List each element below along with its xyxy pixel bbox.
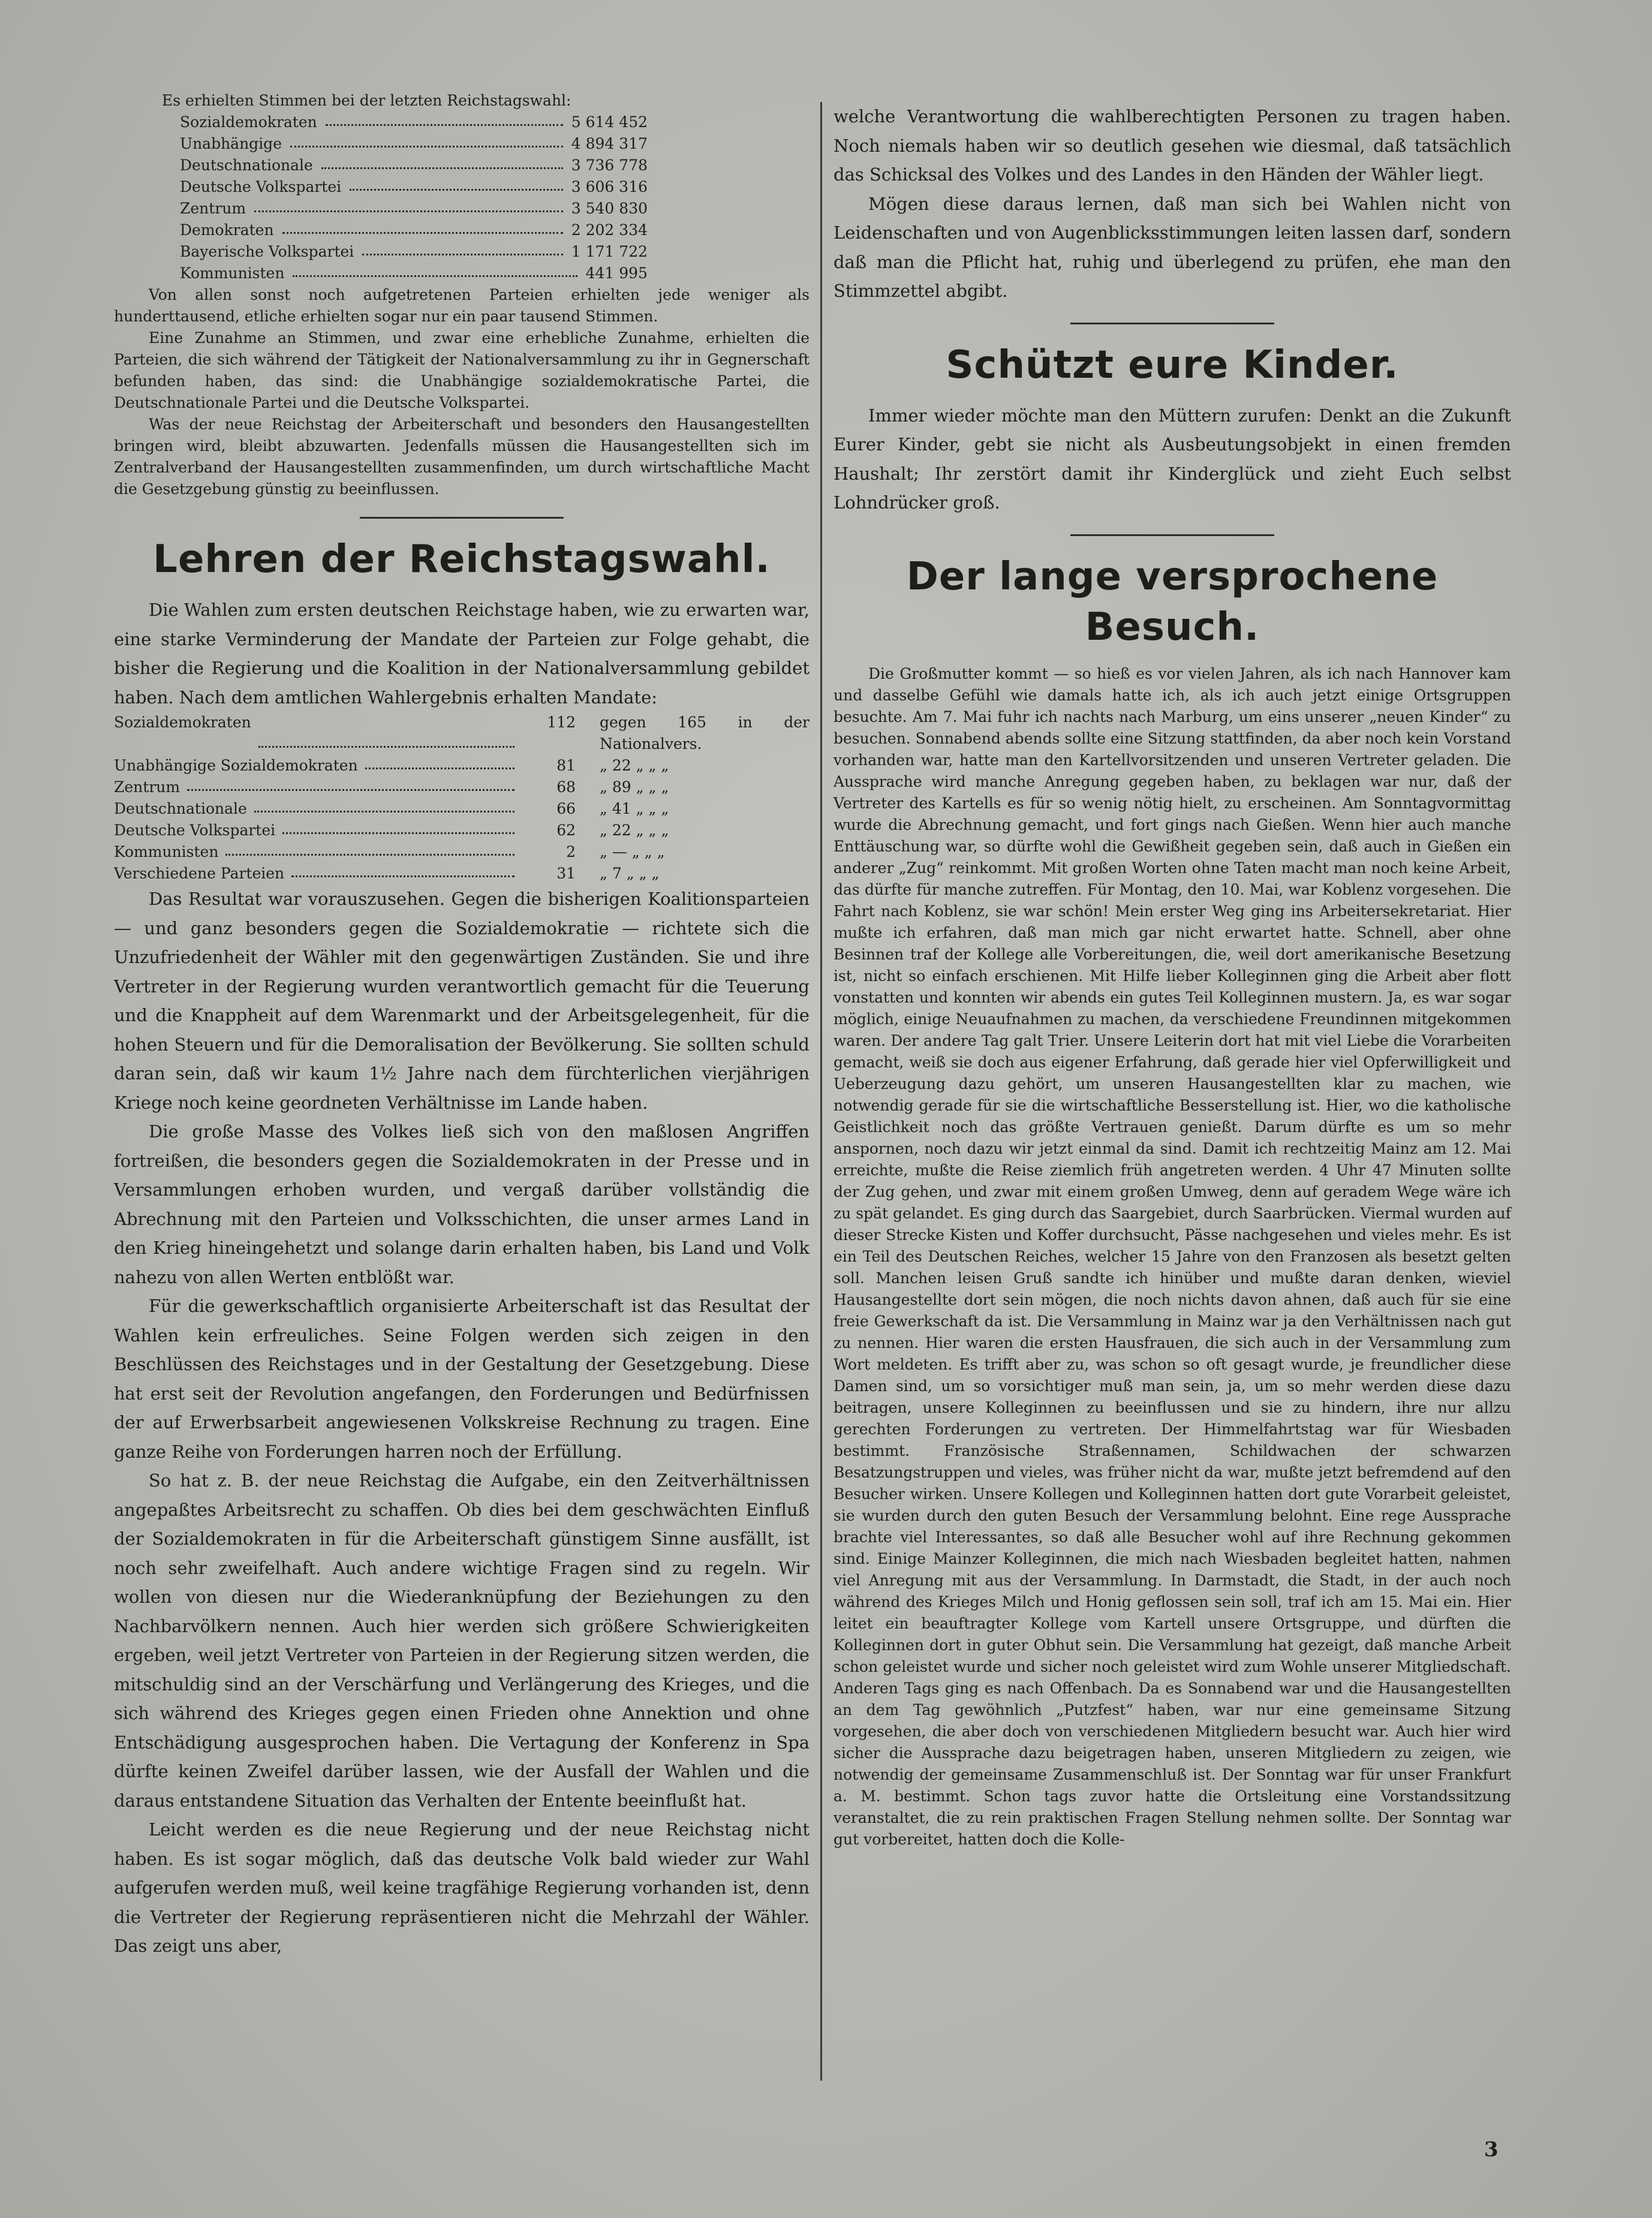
mandates-table: [114, 712, 810, 884]
article-heading: Schützt eure Kinder.: [946, 342, 1399, 387]
vote-party: Unabhängige: [180, 135, 282, 152]
leader-dots: [290, 133, 563, 148]
leader-dots: [293, 263, 577, 277]
vote-party: Bayerische Volkspartei: [180, 243, 354, 260]
divider: [1070, 323, 1274, 324]
mandate-party-cell: [114, 712, 522, 755]
vote-row: [180, 133, 648, 155]
article-heading: Der lange versprochene Besuch.: [906, 554, 1439, 649]
mandate-party-cell: [114, 863, 522, 884]
mandate-count: 62: [556, 821, 576, 839]
mandate-party-cell: [114, 820, 522, 841]
leader-dots: [187, 777, 514, 791]
mandate-count: 68: [556, 778, 576, 796]
paragraph: Das Resultat war vorauszusehen. Gegen die bisherigen Koalitionsparteien — und ganz besonders gegen die Sozialdemokratie — richtete sich die Unzufriedenheit der Wähler mit den gegenwärtigen Zuständen. Sie und ihre Vertreter in der Regierung wurden verantwortlich gemacht für die Teuerung und die Knappheit auf dem Warenmarkt und der Arbeitsgelegenheit, für die hohen Steuern und für die Demoralisation der Bevölkerung. Sie sollten schuld daran sein, daß wir kaum 1½ Jahre nach dem fürchterlichen vierjährigen Kriege noch keine geordneten Verhältnisse im Lande haben.: [114, 889, 810, 1113]
mandate-count: 81: [556, 757, 576, 774]
vote-row: [180, 176, 648, 198]
vote-row: [180, 112, 648, 133]
paragraph: Mögen diese daraus lernen, daß man sich bei Wahlen nicht von Leidenschaften und von Augenblicksstimmungen leiten lassen darf, sondern daß man die Pflicht hat, ruhig und überlegend zu prüfen, ehe man den Stimmzettel abgibt.: [833, 193, 1511, 301]
leader-dots: [254, 798, 514, 812]
column-rule: [820, 102, 822, 2081]
vote-party: Deutschnationale: [180, 157, 313, 174]
paragraph: Was der neue Reichstag der Arbeiterschaft und besonders den Hausangestellten bringen wird, bleibt abzuwarten. Jedenfalls müssen die Hausangestellten sich im Zentralverband der Hausangestellten zusammenfinden, um durch wirtschaftliche Macht die Gesetzgebung günstig zu beeinflussen.: [114, 416, 810, 498]
mandate-row: [114, 798, 810, 820]
leader-dots: [258, 712, 514, 748]
mandate-row: [114, 820, 810, 841]
mandate-row: [114, 863, 810, 884]
paragraph: Leicht werden es die neue Regierung und der neue Reichstag nicht haben. Es ist sogar möglich, daß das deutsche Volk bald wieder zur Wahl aufgerufen werden muß, weil keine tragfähige Regierung vorhanden ist, denn die Vertreter der Regierung repräsentieren nicht die Mehrzahl der Wähler. Das zeigt uns aber,: [114, 1819, 810, 1956]
mandate-comparison: „ 41 „ „ „: [600, 800, 669, 817]
vote-count: 2 202 334: [571, 221, 648, 239]
mandate-party: Unabhängige Sozialdemokraten: [114, 757, 358, 774]
mandate-comparison: „ 89 „ „ „: [600, 778, 669, 796]
leader-dots: [282, 820, 514, 834]
vote-party: Zentrum: [180, 200, 246, 217]
mandate-party-cell: [114, 798, 522, 820]
mandate-comparison: „ 7 „ „ „: [600, 865, 660, 882]
mandate-party: Kommunisten: [114, 843, 219, 860]
mandate-row: [114, 755, 810, 777]
paragraph: So hat z. B. der neue Reichstag die Aufgabe, ein den Zeitverhältnissen angepaßtes Arbeitsrecht zu schaffen. Ob dies bei dem geschwächten Einfluß der Sozialdemokraten in für die Arbeiterschaft günstigem Sinne ausfällt, ist noch sehr zweifelhaft. Auch andere wichtige Fragen sind zu regeln. Wir wollen von diesen nur die Wiederanknüpfung der Beziehungen zu den Nachbarvölkern nennen. Auch hier werden sich größere Schwierigkeiten ergeben, weil jetzt Vertreter von Parteien in der Regierung sitzen werden, die mitschuldig sind an der Verschärfung und Verlängerung des Krieges, und die sich während des Krieges gegen einen Frieden ohne Annektion und ohne Entschädigung ausgesprochen haben. Die Vertagung der Konferenz in Spa dürfte keinen Zweifel darüber lassen, wie der Ausfall der Wahlen und die daraus entstandene Situation das Verhalten der Entente beeinflußt hat.: [114, 1470, 810, 1811]
divider: [1070, 534, 1274, 536]
mandate-count: 2: [566, 843, 576, 860]
paragraph: Die Großmutter kommt — so hieß es vor vielen Jahren, als ich nach Hannover kam und dasselbe Gefühl wie damals hatte ich, als ich auch jetzt einige Ortsgruppen besuchte. Am 7. Mai fuhr ich nachts nach Marburg, um eins unserer „neuen Kinder“ zu besuchen. Sonnabend abends sollte eine Sitzung stattfinden, da aber noch kein Vorstand vorhanden war, hatte man den Kartellvorsitzenden und unseren Vertreter geladen. Die Aussprache wird manche Anregung gegeben haben, zu beklagen war nur, daß der Vertreter des Kartells es für so wenig nötig hielt, zu erscheinen. Am Sonntagvormittag wurde die Abrechnung gemacht, und fort gings nach Gießen. Wenn hier auch manche Enttäuschung war, so dürfte wohl die Gewißheit gegeben sein, daß auch in Gießen ein anderer „Zug“ reinkommt. Mit großen Worten ohne Taten macht man noch keine Arbeit, das dürfte für manche zutreffen. Für Montag, den 10. Mai, war Koblenz vorgesehen. Die Fahrt nach Koblenz, sie war schön! Mein erster Weg ging ins Arbeitersekretariat. Hier mußte ich erfahren, daß man mich gar nicht erwartet hatte. Schnell, aber ohne Besinnen traf der Kollege alle Vorbereitungen, die, weil dort amerikanische Besetzung ist, nicht so einfach erschienen. Mit Hilfe lieber Kolleginnen ging die Arbeit aber flott vonstatten und konnten wir abends ein gutes Teil Kolleginnen mustern. Ja, es war sogar möglich, einige Neuaufnahmen zu machen, da verschiedene Freundinnen mitgekommen waren. Der andere Tag galt Trier. Unsere Leiterin dort hat mit viel Liebe die Vorarbeiten gemacht, weiß sie doch aus eigener Erfahrung, daß gerade hier viel Opferwilligkeit und Ueberzeugung dazu gehört, um unseren Hausangestellten klar zu machen, wie notwendig gerade für sie die wirtschaftliche Besserstellung ist. Hier, wo die katholische Geistlichkeit noch das größte Vertrauen genießt. Darum dürfte es um so mehr anspornen, noch dazu wir jetzt einmal da sind. Damit ich rechtzeitig Mainz am 12. Mai erreichte, mußte die Reise ziemlich früh angetreten werden. 4 Uhr 47 Minuten sollte der Zug gehen, und zwar mit einem großen Umweg, denn auf geradem Wege wäre ich zu spät gelandet. Es ging durch das Saargebiet, durch Saarbrücken. Viermal wurden auf dieser Strecke Kisten und Koffer durchsucht, Pässe nachgesehen und vieles mehr. Es ist ein Teil des Deutschen Reiches, welcher 15 Jahre von den Franzosen als besetzt gelten soll. Manchen leisen Gruß sandte ich hinüber und mußte daran denken, wieviel Hausangestellte dort sein mögen, die noch nichts davon ahnen, daß auch für sie eine freie Gewerkschaft da ist. Die Versammlung in Mainz war ja den Verhältnissen nach gut zu nennen. Hier waren die ersten Hausfrauen, die sich auch in der Versammlung zum Wort meldeten. Es trifft aber zu, was schon so oft gesagt wurde, je freundlicher diese Damen sind, um so vorsichtiger muß man sein, ja, um so mehr werden diese dazu beitragen, unsere Kolleginnen zu beeinflussen und sie zu hindern, ihre nur allzu gerechten Forderungen zu vertreten. Der Himmelfahrtstag war für Wiesbaden bestimmt. Französische Straßennamen, Schildwachen der schwarzen Besatzungstruppen und vieles, was früher nicht da war, mußte jetzt befremdend auf den Besucher wirken. Unsere Kollegen und Kolleginnen hatten dort gute Vorarbeit geleistet, sie wurden durch den guten Besuch der Versammlung belohnt. Eine rege Aussprache brachte viel Interessantes, so daß alle Besucher wohl auf ihre Rechnung gekommen sind. Einige Mainzer Kolleginnen, die mich nach Wiesbaden begleitet hatten, nahmen viel Anregung mit aus der Versammlung. In Darmstadt, die Stadt, in der auch noch während des Krieges Milch und Honig geflossen sein soll, traf ich am 15. Mai ein. Hier leitet ein beauftragter Kollege vom Kartell unsere Ortsgruppe, und dürften die Kolleginnen dort in guter Obhut sein. Die Versammlung hat gezeigt, daß manche Arbeit schon geleistet wurde und sicher noch geleistet wird zum Wohle unserer Mitgliedschaft. Anderen Tags ging es nach Offenbach. Da es Sonnabend war und die Hausangestellten an dem Tag gewöhnlich „Putzfest“ haben, war nur eine gemeinsame Sitzung vorgesehen, die aber doch von verschiedenen Mitgliedern besucht war. Auch hier wird sicher die Aussprache dazu beigetragen haben, unseren Mitgliedern zu zeigen, wie notwendig der gemeinsame Zusammenschluß ist. Der Sonntag war für unser Frankfurt a. M. bestimmt. Schon tags zuvor hatte die Ortsleitung eine Vorstandssitzung veranstaltet, die zu rein praktischen Fragen Stellung nehmen sollte. Der Sonntag war gut vorbereitet, hatten doch die Kolle-: [833, 664, 1511, 1848]
mandate-count: 66: [556, 800, 576, 817]
vote-row: [180, 219, 648, 241]
left-column: [114, 90, 810, 1961]
mandate-row: [114, 712, 810, 755]
vote-count: 1 171 722: [571, 243, 648, 260]
leader-dots: [225, 841, 514, 856]
leader-dots: [282, 219, 563, 234]
leader-dots: [291, 863, 514, 877]
vote-count: 5 614 452: [571, 113, 648, 131]
mandate-comparison: „ 22 „ „ „: [600, 821, 669, 839]
leader-dots: [326, 112, 563, 126]
vote-row: [180, 263, 648, 284]
mandate-count: 112: [547, 714, 576, 731]
paragraph: Für die gewerkschaftlich organisierte Arbeiterschaft ist das Resultat der Wahlen kein erfreuliches. Seine Folgen werden sich zeigen in den Beschlüssen des Reichstages und in der Gestaltung der Gesetzgebung. Diese hat erst seit der Revolution angefangen, den Forderungen und Bedürfnissen der auf Erwerbsarbeit angewiesenen Volkskreise Rechnung zu tragen. Eine ganze Reihe von Forderungen harren noch der Erfüllung.: [114, 1296, 810, 1462]
paragraph: Eine Zunahme an Stimmen, und zwar eine erhebliche Zunahme, erhielten die Parteien, die sich während der Tätigkeit der Nationalversammlung zu ihr in Gegnerschaft befunden haben, das sind: die Unabhängige sozialdemokratische Partei, die Deutschnationale Partei und die Deutsche Volkspartei.: [114, 329, 810, 411]
paragraph: welche Verantwortung die wahlberechtigten Personen zu tragen haben. Noch niemals haben wir so deutlich gesehen wie diesmal, daß tatsächlich das Schicksal des Volkes und des Landes in den Händen der Wähler liegt.: [833, 106, 1511, 185]
votes-table: [180, 112, 648, 284]
vote-party: Demokraten: [180, 221, 274, 239]
leader-dots: [365, 755, 514, 769]
paragraph: Die Wahlen zum ersten deutschen Reichstage haben, wie zu erwarten war, eine starke Verminderung der Mandate der Parteien zur Folge gehabt, die bisher die Regierung und die Koalition in der Nationalversammlung gebildet haben. Nach dem amtlichen Wahlergebnis erhalten Mandate:: [114, 600, 810, 708]
vote-count: 3 540 830: [571, 200, 648, 217]
vote-count: 3 606 316: [571, 178, 648, 195]
paragraph: Die große Masse des Volkes ließ sich von den maßlosen Angriffen fortreißen, die besonders gegen die Sozialdemokraten in der Presse und in Versammlungen erhoben wurden, und vergaß darüber vollständig die Abrechnung mit den Parteien und Volksschichten, die unser armes Land in den Krieg hineingehetzt und solange darin erhalten haben, bis Land und Volk nahezu von allen Werten entblößt war.: [114, 1121, 810, 1287]
page-number: 3: [1484, 2138, 1498, 2162]
mandate-row: [114, 777, 810, 798]
mandate-party-cell: [114, 777, 522, 798]
vote-row: [180, 241, 648, 263]
vote-row: [180, 155, 648, 176]
paragraph: Immer wieder möchte man den Müttern zurufen: Denkt an die Zukunft Eurer Kinder, gebt sie nicht als Ausbeutungsobjekt in einen fremden Haushalt; Ihr zerstört damit ihr Kinderglück und zieht Euch selbst Lohndrücker groß.: [833, 405, 1511, 513]
article-heading: Lehren der Reichstagswahl.: [153, 537, 771, 582]
vote-count: 4 894 317: [571, 135, 648, 152]
right-column: [833, 102, 1511, 1850]
vote-count: 441 995: [585, 264, 648, 282]
mandate-party: Deutschnationale: [114, 800, 247, 817]
vote-row: [180, 198, 648, 219]
mandate-party: Verschiedene Parteien: [114, 865, 285, 882]
leader-dots: [254, 198, 563, 212]
votes-heading: Es erhielten Stimmen bei der letzten Reichstagswahl:: [162, 92, 571, 109]
mandate-comparison: gegen 165 in der Nationalvers.: [600, 714, 810, 753]
vote-count: 3 736 778: [571, 157, 648, 174]
mandate-count: 31: [556, 865, 576, 882]
mandate-party: Sozialdemokraten: [114, 714, 251, 731]
leader-dots: [321, 155, 563, 169]
mandate-comparison: „ — „ „ „: [600, 843, 665, 860]
vote-party: Sozialdemokraten: [180, 113, 317, 131]
paragraph: Von allen sonst noch aufgetretenen Parteien erhielten jede weniger als hunderttausend, etliche erhielten sogar nur ein paar tausend Stimmen.: [114, 286, 810, 325]
leader-dots: [350, 176, 563, 191]
mandate-party-cell: [114, 841, 522, 863]
mandate-row: [114, 841, 810, 863]
mandate-party: Deutsche Volkspartei: [114, 821, 276, 839]
mandate-party-cell: [114, 755, 522, 777]
mandate-comparison: „ 22 „ „ „: [600, 757, 669, 774]
divider: [360, 517, 564, 519]
vote-party: Kommunisten: [180, 264, 285, 282]
vote-party: Deutsche Volkspartei: [180, 178, 342, 195]
leader-dots: [362, 241, 562, 255]
mandate-party: Zentrum: [114, 778, 180, 796]
